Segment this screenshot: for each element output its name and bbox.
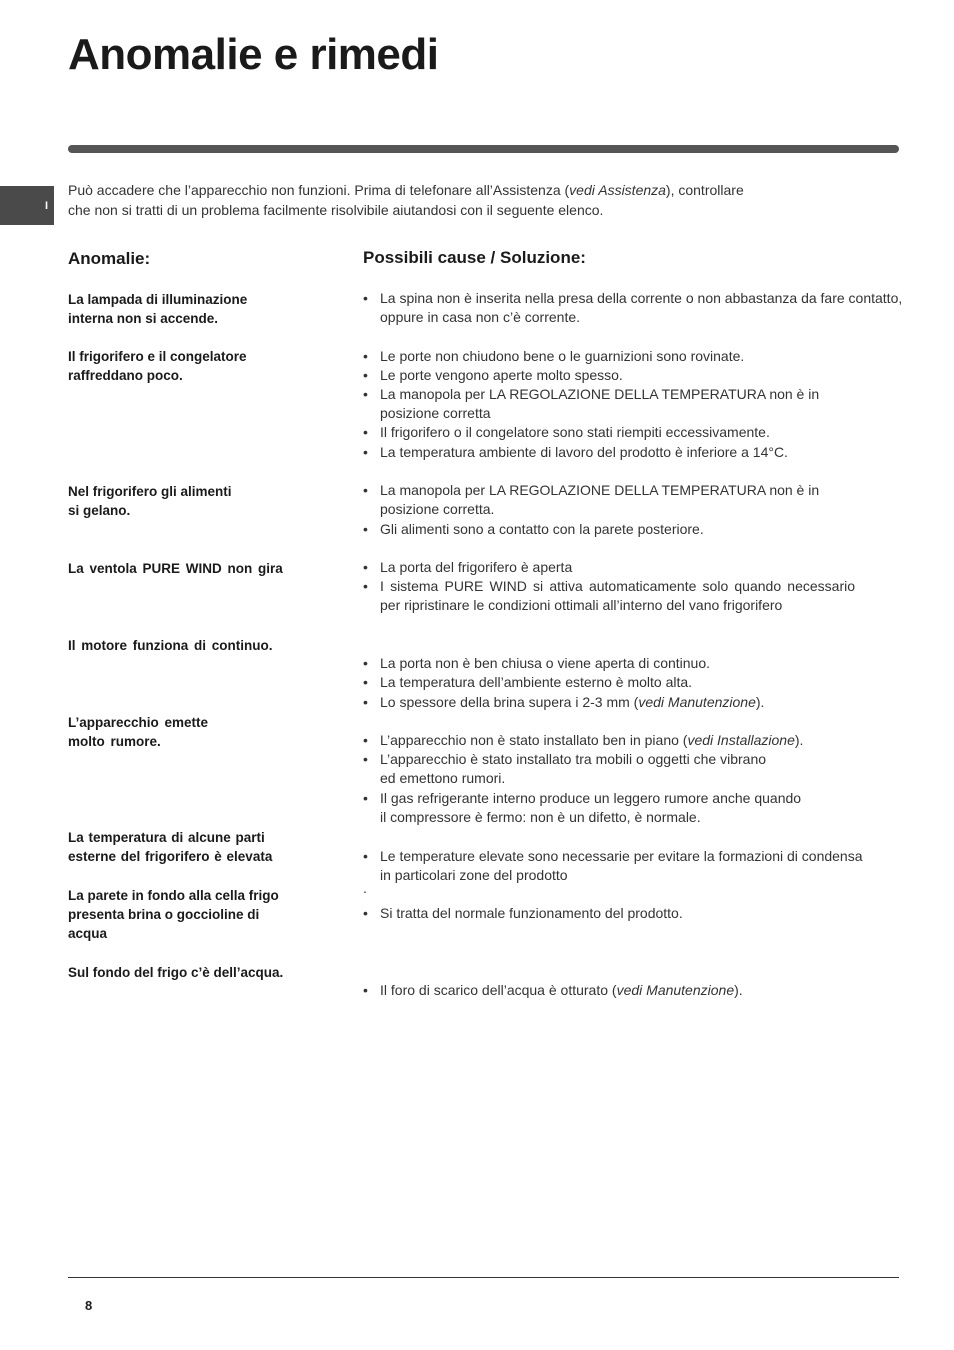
bullet-icon: •: [363, 386, 368, 402]
anomaly-item: Il frigorifero e il congelatore raffreddano poco.: [68, 349, 247, 384]
language-tab: [0, 186, 54, 225]
bullet-icon: •: [363, 674, 368, 690]
bullet-icon: •: [363, 482, 368, 498]
anomaly-item: Sul fondo del frigo c’è dell’acqua.: [68, 965, 284, 980]
language-tab-label: I: [44, 199, 48, 212]
anomaly-item: Nel frigorifero gli alimenti si gelano.: [68, 484, 232, 519]
bullet-icon: •: [363, 905, 368, 921]
bullet-icon: •: [363, 290, 368, 306]
bullet-icon: •: [363, 790, 368, 806]
anomaly-item: La temperatura di alcune parti esterne del frigorifero è elevata: [68, 830, 273, 865]
anomaly-item: Il motore funziona di continuo.: [68, 638, 273, 653]
bullet-icon: •: [363, 367, 368, 383]
causes-heading: Possibili cause / Soluzione:: [363, 248, 586, 267]
title-divider: [68, 145, 899, 153]
cause-item: • La porta non è ben chiusa o viene aperta di continuo.: [363, 654, 903, 673]
bullet-icon: •: [363, 444, 368, 460]
anomaly-item: La parete in fondo alla cella frigo presenta brina o goccioline di acqua: [68, 888, 279, 942]
cause-item: • Gli alimenti sono a contatto con la parete posteriore.: [363, 520, 903, 539]
bullet-icon: •: [363, 732, 368, 748]
cause-item: • La spina non è inserita nella presa della corrente o non abbastanza da fare contatto, oppure in casa non c’è corrente.: [363, 290, 903, 326]
cause-item: • Il foro di scarico dell’acqua è otturato (vedi Manutenzione).: [363, 981, 903, 1000]
cause-item: • La temperatura ambiente di lavoro del prodotto è inferiore a 14°C.: [363, 443, 903, 462]
cause-item: • La manopola per LA REGOLAZIONE DELLA TEMPERATURA non è in posizione corretta.: [363, 482, 820, 518]
bullet-icon: •: [363, 982, 368, 998]
cause-item: • Si tratta del normale funzionamento del prodotto.: [363, 904, 903, 923]
anomaly-item: L’apparecchio emette molto rumore.: [68, 715, 209, 750]
cause-item: • La manopola per LA REGOLAZIONE DELLA TEMPERATURA non è in posizione corretta: [363, 386, 820, 422]
bullet-icon: •: [363, 578, 368, 594]
anomalies-heading: Anomalie:: [68, 249, 151, 268]
bullet-icon: •: [363, 751, 368, 767]
intro-paragraph: Può accadere che l’apparecchio non funzioni. Prima di telefonare all’Assistenza (vedi Assistenza), controllare che non si tratti di un problema facilmente risolvibile aiutandosi con il seguente elenco.: [68, 182, 744, 218]
cause-item: • La temperatura dell’ambiente esterno è molto alta.: [363, 673, 903, 692]
page-number: 8: [85, 1298, 93, 1313]
bullet-icon: •: [363, 694, 368, 710]
bullet-icon: •: [363, 655, 368, 671]
anomaly-item: La ventola PURE WIND non gira: [68, 561, 283, 576]
bullet-icon: •: [363, 559, 368, 575]
cause-item: • L’apparecchio è stato installato tra mobili o oggetti che vibrano ed emettono rumori.: [363, 751, 767, 787]
cause-item: • Le porte non chiudono bene o le guarnizioni sono rovinate.: [363, 347, 903, 366]
cause-item: • L’apparecchio non è stato installato ben in piano (vedi Installazione).: [363, 731, 903, 750]
bullet-icon: •: [363, 848, 368, 864]
footer-divider: [68, 1277, 899, 1278]
cause-item: • Il gas refrigerante interno produce un leggero rumore anche quando il compressore è fermo: non è un difetto, è normale.: [363, 790, 802, 826]
cause-item: • Le temperature elevate sono necessarie per evitare la formazioni di condensa in particolari zone del prodotto: [363, 848, 863, 884]
bullet-icon: •: [363, 424, 368, 440]
anomaly-item: La lampada di illuminazione interna non si accende.: [68, 292, 248, 327]
page-title: Anomalie e rimedi: [68, 30, 439, 79]
bullet-icon: •: [363, 348, 368, 364]
cause-item: • Lo spessore della brina supera i 2-3 mm (vedi Manutenzione).: [363, 693, 903, 712]
intro-reference: vedi Assistenza: [569, 182, 666, 198]
cause-item: • I sistema PURE WIND si attiva automaticamente solo quando necessario per ripristinare le condizioni ottimali all’interno del vano frigorifero: [363, 578, 855, 614]
stray-mark: .: [363, 880, 367, 896]
cause-item: • Il frigorifero o il congelatore sono stati riempiti eccessivamente.: [363, 423, 903, 442]
cause-item: • La porta del frigorifero è aperta: [363, 558, 903, 577]
bullet-icon: •: [363, 521, 368, 537]
cause-item: • Le porte vengono aperte molto spesso.: [363, 366, 903, 385]
